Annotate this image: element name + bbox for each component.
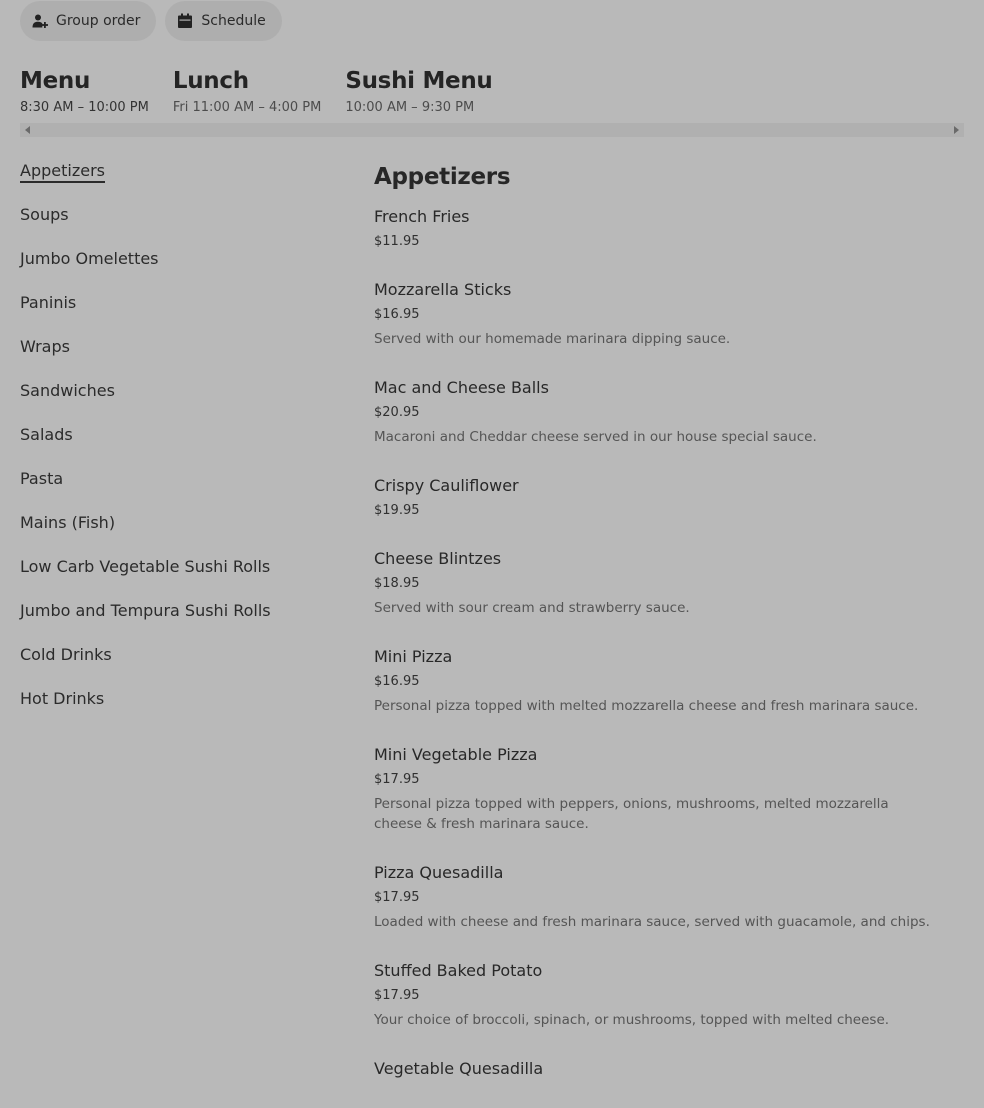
category-salads[interactable]: Salads bbox=[20, 425, 73, 444]
item-description: Personal pizza topped with peppers, onions, mushrooms, melted mozzarella cheese & fresh marinara sauce. bbox=[374, 796, 889, 832]
item-name: Pizza Quesadilla bbox=[374, 863, 504, 882]
menu-tab-hours: 10:00 AM – 9:30 PM bbox=[345, 100, 475, 115]
group-order-button[interactable] bbox=[20, 1, 156, 41]
menu-item[interactable] bbox=[374, 646, 944, 716]
schedule-label: Schedule bbox=[201, 13, 266, 29]
menu-tab-name: Menu bbox=[20, 68, 91, 94]
item-name: Mac and Cheese Balls bbox=[374, 378, 549, 397]
menu-item[interactable] bbox=[374, 377, 944, 447]
category-appetizers[interactable]: Appetizers bbox=[20, 160, 340, 204]
item-name: Crispy Cauliflower bbox=[374, 476, 519, 495]
section-title: Appetizers bbox=[374, 164, 511, 190]
menu-tab-sushi-menu[interactable] bbox=[345, 66, 492, 127]
menu-item[interactable] bbox=[374, 475, 944, 520]
menu-item[interactable] bbox=[374, 206, 944, 251]
menu-tab-name: Lunch bbox=[172, 68, 249, 94]
item-price: $19.95 bbox=[374, 503, 420, 518]
category-mains-fish[interactable]: Mains (Fish) bbox=[20, 513, 116, 532]
item-name: Mini Pizza bbox=[374, 647, 453, 666]
group-order-label: Group order bbox=[56, 13, 141, 29]
menu-item[interactable] bbox=[374, 279, 944, 349]
item-price: $17.95 bbox=[374, 772, 420, 787]
category-soups[interactable]: Soups bbox=[20, 205, 69, 224]
scroll-right-arrow-icon[interactable] bbox=[954, 126, 959, 134]
item-price: $20.95 bbox=[374, 405, 420, 420]
menu-tab-hours: Fri 11:00 AM – 4:00 PM bbox=[172, 100, 322, 115]
category-paninis[interactable]: Paninis bbox=[20, 293, 77, 312]
item-price: $16.95 bbox=[374, 674, 420, 689]
item-name: Mozzarella Sticks bbox=[374, 280, 512, 299]
category-sidebar bbox=[20, 160, 340, 732]
menu-item[interactable] bbox=[374, 960, 944, 1030]
category-wraps[interactable]: Wraps bbox=[20, 337, 70, 356]
top-actions bbox=[20, 1, 282, 41]
category-hot-drinks[interactable]: Hot Drinks bbox=[20, 689, 105, 708]
menu-tab-menu[interactable] bbox=[20, 66, 149, 127]
category-low-carb-vegetable-sushi-rolls[interactable]: Low Carb Vegetable Sushi Rolls bbox=[20, 557, 271, 576]
menu-tab-name: Sushi Menu bbox=[345, 68, 493, 94]
item-price: $17.95 bbox=[374, 890, 420, 905]
menu-item[interactable] bbox=[374, 548, 944, 618]
item-name: Vegetable Quesadilla bbox=[374, 1059, 544, 1078]
scroll-left-arrow-icon[interactable] bbox=[25, 126, 30, 134]
category-jumbo-and-tempura-sushi-rolls[interactable]: Jumbo and Tempura Sushi Rolls bbox=[20, 601, 271, 620]
horizontal-scrollbar[interactable] bbox=[20, 123, 964, 137]
menu-selector bbox=[20, 66, 964, 127]
schedule-button[interactable] bbox=[165, 1, 281, 41]
menu-section bbox=[374, 162, 944, 1108]
item-name: Stuffed Baked Potato bbox=[374, 961, 543, 980]
item-description: Your choice of broccoli, spinach, or mushrooms, topped with melted cheese. bbox=[374, 1012, 890, 1028]
item-description: Served with our homemade marinara dipping sauce. bbox=[374, 331, 731, 347]
menu-tab-lunch[interactable] bbox=[173, 66, 321, 127]
item-description: Personal pizza topped with melted mozzarella cheese and fresh marinara sauce. bbox=[374, 698, 919, 714]
item-price: $17.95 bbox=[374, 988, 420, 1003]
item-price: $16.95 bbox=[374, 307, 420, 322]
item-description: Loaded with cheese and fresh marinara sauce, served with guacamole, and chips. bbox=[374, 914, 930, 930]
category-sandwiches[interactable]: Sandwiches bbox=[20, 381, 115, 400]
item-name: Cheese Blintzes bbox=[374, 549, 502, 568]
item-price: $18.95 bbox=[374, 576, 420, 591]
category-cold-drinks[interactable]: Cold Drinks bbox=[20, 645, 112, 664]
calendar-icon bbox=[177, 13, 193, 29]
item-description: Macaroni and Cheddar cheese served in our house special sauce. bbox=[374, 429, 817, 445]
item-name: French Fries bbox=[374, 207, 470, 226]
category-pasta[interactable]: Pasta bbox=[20, 469, 64, 488]
item-price: $11.95 bbox=[374, 234, 420, 249]
add-person-icon bbox=[32, 13, 48, 29]
menu-item[interactable] bbox=[374, 1058, 944, 1080]
item-description: Served with sour cream and strawberry sauce. bbox=[374, 600, 690, 616]
category-jumbo-omelettes[interactable]: Jumbo Omelettes bbox=[20, 249, 159, 268]
menu-item[interactable] bbox=[374, 744, 944, 834]
menu-item[interactable] bbox=[374, 862, 944, 932]
menu-tab-hours: 8:30 AM – 10:00 PM bbox=[20, 100, 149, 115]
item-name: Mini Vegetable Pizza bbox=[374, 745, 538, 764]
